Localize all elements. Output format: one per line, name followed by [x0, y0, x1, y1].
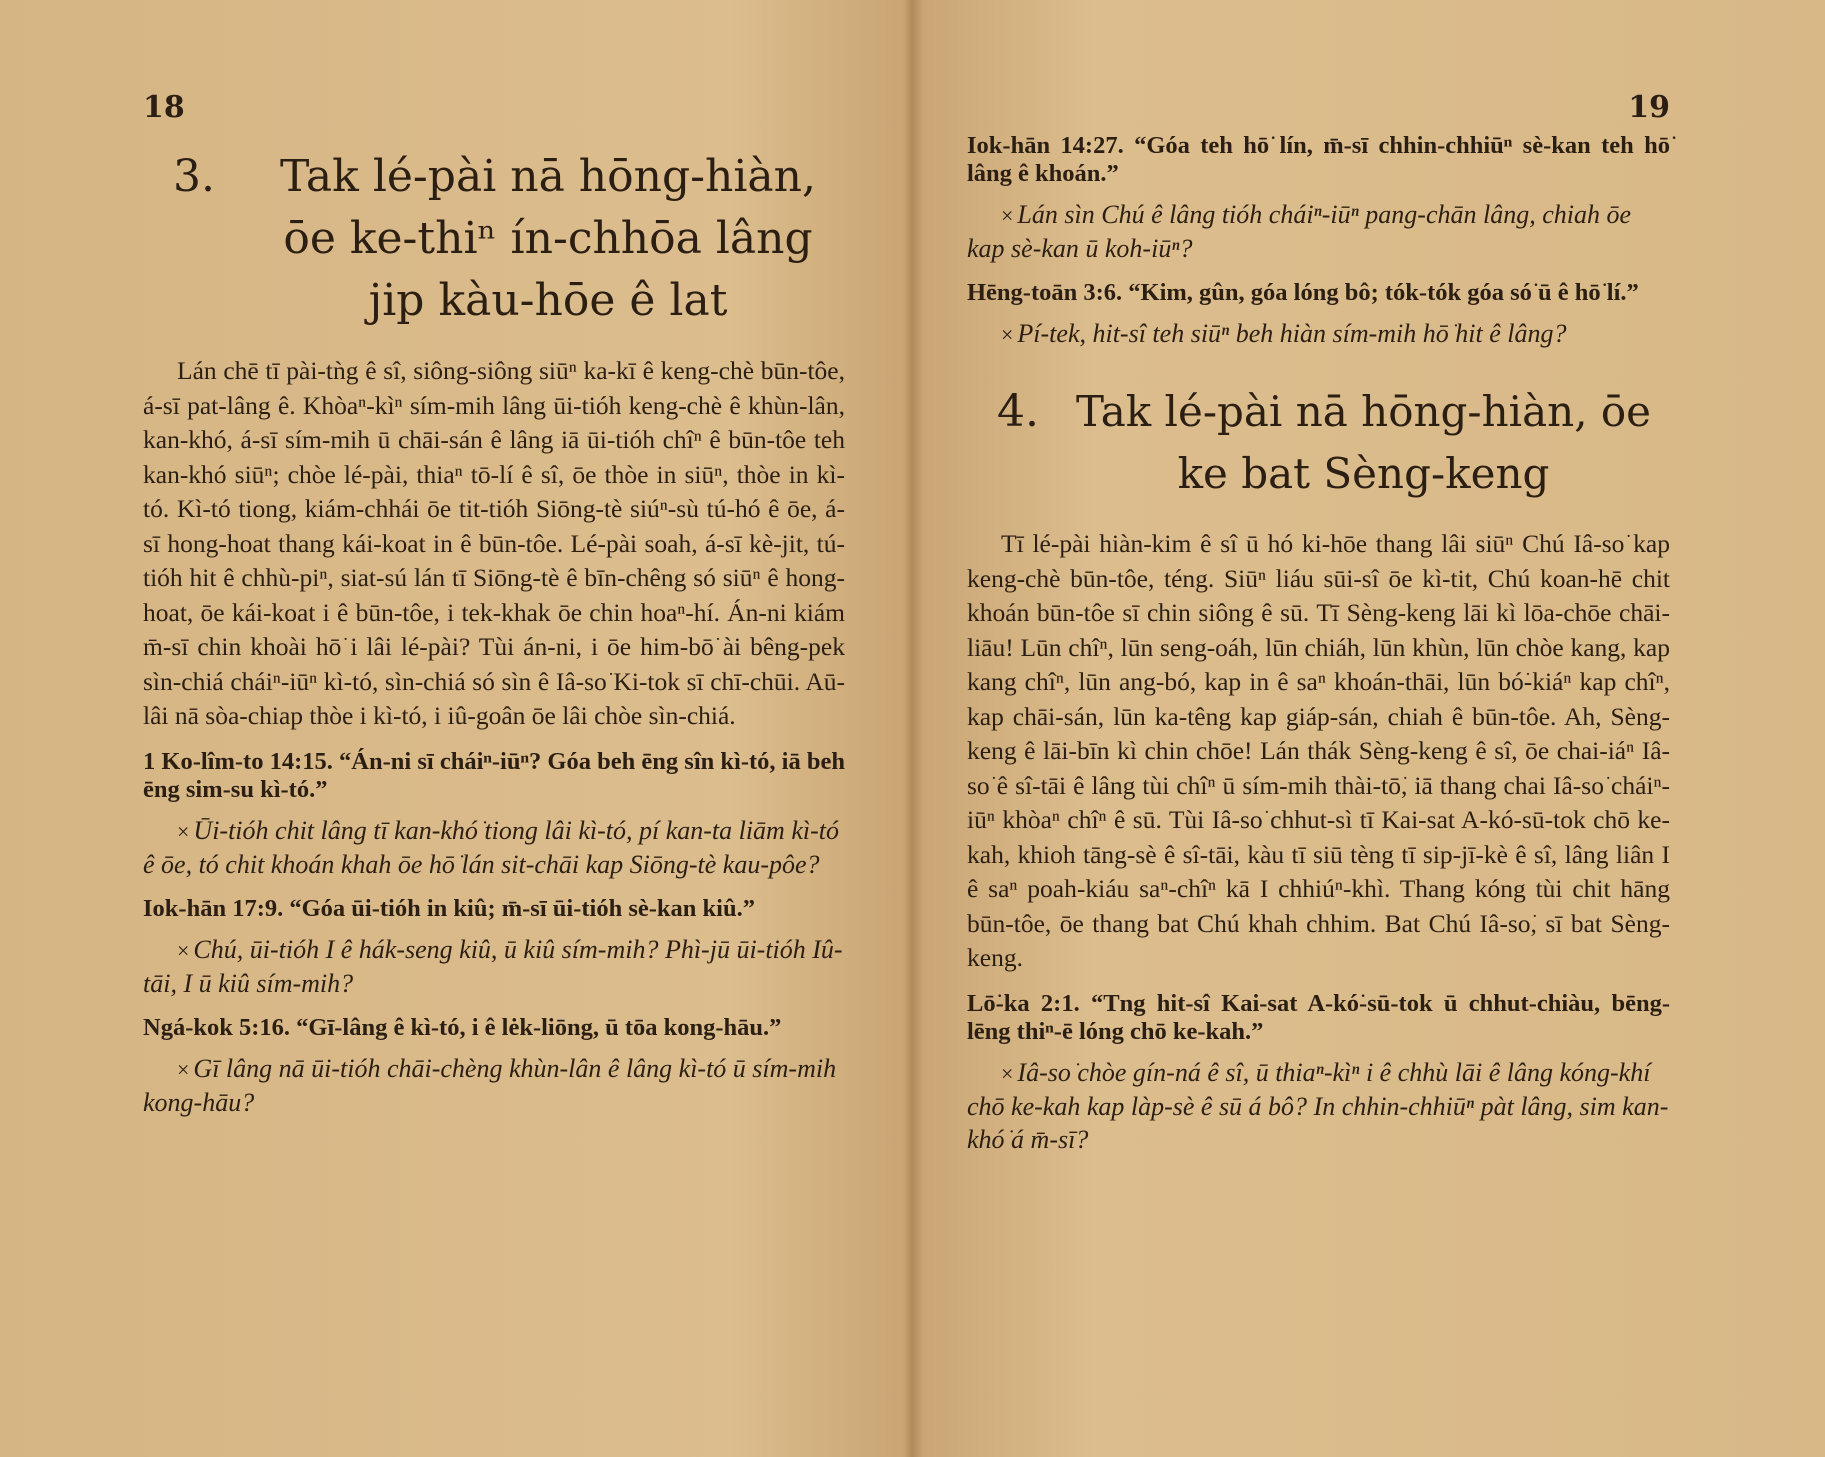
section-title: Tak lé-pài nā hōng-hiàn, ōe ke-thiⁿ ín-chhōa lâng jip kàu-hōe ê lat — [280, 151, 816, 326]
right-page — [905, 0, 1825, 1457]
section-heading — [967, 381, 1670, 505]
question-text: Gī lâng nā ūi-tióh chāi-chèng khùn-lân ê lâng kì-tó ū sím-mih kong-hāu? — [143, 1053, 837, 1117]
scripture-reference: Iok-hān 17:9. “Góa ūi-tióh in kiû; m̄-sī ūi-tióh sè-kan kiû.” — [143, 894, 755, 922]
scripture-reference: Lō͘-ka 2:1. “Tng hit-sî Kai-sat A-kó͘-sū-tok ū chhut-chiàu, bēng-lēng thiⁿ-ē lóng chō ke-kah.” — [967, 989, 1670, 1045]
question-text: Lán sìn Chú ê lâng tióh cháiⁿ-iūⁿ pang-chān lâng, chiah ōe kap sè-kan ū koh-iūⁿ? — [967, 200, 1632, 263]
discussion-question — [967, 1056, 1670, 1156]
section-number: 3. — [173, 151, 215, 202]
page-number: 18 — [143, 90, 185, 125]
scripture-reference: Ngá-kok 5:16. “Gī-lâng ê kì-tó, i ê lėk-liōng, ū tōa kong-hāu.” — [143, 1013, 782, 1041]
discussion-question — [143, 933, 845, 1000]
discussion-question — [143, 1052, 845, 1119]
question-text: Chú, ūi-tióh I ê hák-seng kiû, ū kiû sím-mih? Phì-jū ūi-tióh Iû-tāi, I ū kiû sím-mih? — [143, 934, 843, 998]
question-text: Pí-tek, hit-sî teh siūⁿ beh hiàn sím-mih hō͘ hit ê lâng? — [1017, 319, 1567, 348]
question-marker: × — [1001, 203, 1014, 228]
left-page — [0, 0, 905, 1457]
question-text: Ūi-tióh chit lâng tī kan-khó͘ tiong lâi kì-tó, pí kan-ta liām kì-tó ê ōe, tó chit khoán khah ōe hō͘ lán sit-chāi kap Siōng-tè kau-pôe? — [143, 815, 839, 879]
question-marker: × — [177, 1056, 190, 1082]
scripture-reference: 1 Ko-lîm-to 14:15. “Án-ni sī cháiⁿ-iūⁿ? Góa beh ēng sîn kì-tó, iā beh ēng sim-su kì-tó.” — [143, 747, 845, 803]
question-marker: × — [177, 937, 190, 963]
question-marker: × — [177, 818, 190, 844]
discussion-question — [143, 814, 845, 881]
scripture-reference: Hēng-toān 3:6. “Kim, gûn, góa lóng bô; tók-tók góa só͘ ū ê hō͘ lí.” — [967, 279, 1639, 306]
discussion-question — [967, 198, 1670, 265]
question-marker: × — [1001, 322, 1014, 347]
page-number: 19 — [1628, 90, 1670, 125]
body-paragraph: Tī lé-pài hiàn-kim ê sî ū hó ki-hōe thang lâi siūⁿ Chú Iâ-so͘ kap keng-chè būn-tôe, téng. Siūⁿ liáu sūi-sî ōe kì-tit, Chú koan-hē chit khoán būn-tôe sī chin siông ê sū. Tī Sèng-keng lāi kì lōa-chōe chāi-liāu! Lūn chîⁿ, lūn seng-oáh, lūn chiáh, lūn khùn, lūn chòe kang, kap kang chîⁿ, lūn ang-bó, kap in ê saⁿ khoán-thāi, lūn bó͘-kiáⁿ kap chîⁿ, kap chāi-sán, lūn ka-têng kap giáp-sán, chiah ê būn-tôe. Ah, Sèng-keng ê lāi-bīn kì chin chōe! Lán thák Sèng-keng ê sî, ōe chai-iáⁿ Iâ-so͘ ê sî-tāi ê lâng tùi chîⁿ ū sím-mih thài-tō͘, iā thang chai Iâ-so͘ cháiⁿ-iūⁿ khòaⁿ chîⁿ ê sū. Tùi Iâ-so͘ chhut-sì tī Kai-sat A-kó-sū-tok chō ke-kah, khioh tāng-sè ê sî-tāi, kàu tī siū tèng tī sip-jī-kè ê sî, lâng liân I ê saⁿ poah-kiáu saⁿ-chîⁿ kā I chhiúⁿ-khì. Thang kóng tùi chit hāng būn-tôe, ōe thang bat Chú khah chhim. Bat Chú Iâ-so͘, sī bat Sèng-keng. — [967, 529, 1670, 972]
section-heading — [143, 146, 845, 332]
scripture-reference: Iok-hān 14:27. “Góa teh hō͘ lín, m̄-sī chhin-chhiūⁿ sè-kan teh hō͘ lâng ê khoán.” — [967, 132, 1670, 187]
question-text: Iâ-so͘ chòe gín-ná ê sî, ū thiaⁿ-kìⁿ i ê chhù lāi ê lâng kóng-khí chō ke-kah kap làp-sè ê sū á bô? In chhin-chhiūⁿ pàt lâng, sim kan-khó͘ á m̄-sī? — [967, 1057, 1669, 1154]
question-marker: × — [1001, 1060, 1014, 1086]
discussion-question — [967, 317, 1670, 351]
section-title: Tak lé-pài nā hōng-hiàn, ōe ke bat Sèng-keng — [1075, 387, 1652, 498]
section-number: 4. — [997, 386, 1039, 437]
body-paragraph: Lán chē tī pài-tǹg ê sî, siông-siông siūⁿ ka-kī ê keng-chè būn-tôe, á-sī pat-lâng ê. Khòaⁿ-kìⁿ sím-mih lâng ūi-tióh keng-chè ê khùn-lân, kan-khó, á-sī sím-mih ū chāi-sán ê lâng iā ūi-tióh chîⁿ ê būn-tôe teh kan-khó siūⁿ; chòe lé-pài, thiaⁿ tō-lí ê sî, ōe thòe in siūⁿ, thòe in kì-tó. Kì-tó tiong, kiám-chhái ōe tit-tióh Siōng-tè siúⁿ-sù tú-hó ê ōe, á-sī hong-hoat thang kái-koat in ê būn-tôe. Lé-pài soah, á-sī kè-jit, tú-tióh hit ê chhù-piⁿ, siat-sú lán tī Siōng-tè ê bīn-chêng só siūⁿ ê hong-hoat, ōe kái-koat i ê būn-tôe, i tek-khak ōe chin hoaⁿ-hí. Án-ni kiám m̄-sī chin khoài hō͘ i lâi lé-pài? Tùi án-ni, i ōe him-bō͘ ài bêng-pek sìn-chiá cháiⁿ-iūⁿ kì-tó, sìn-chiá só sìn ê Iâ-so͘ Ki-tok sī chī-chūi. Aū-lâi nā sòa-chiap thòe i kì-tó, i iû-goân ōe lâi chòe sìn-chiá. — [143, 356, 845, 730]
